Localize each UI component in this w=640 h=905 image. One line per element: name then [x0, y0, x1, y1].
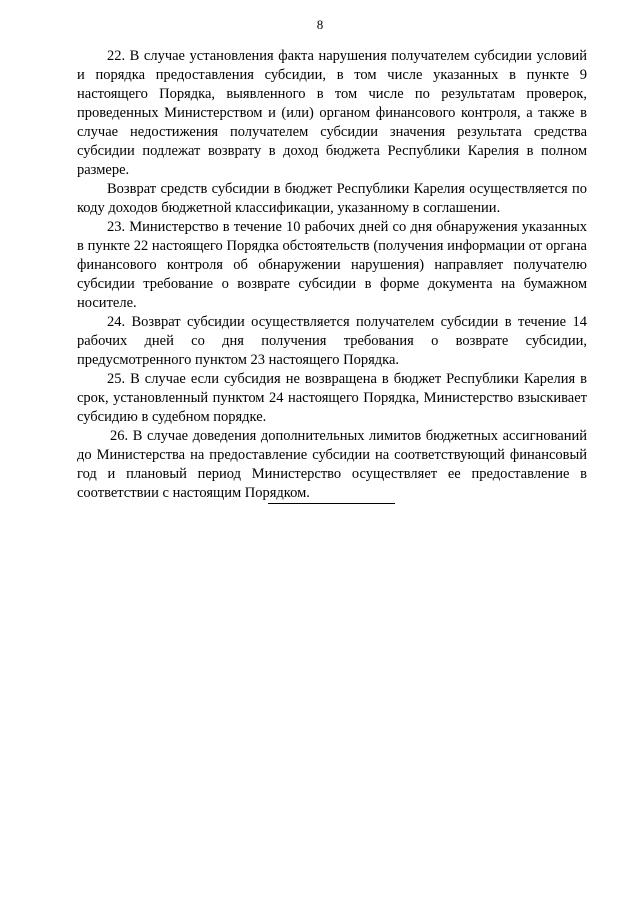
end-divider	[268, 503, 395, 504]
paragraph-24: 24. Возврат субсидии осуществляется получателем субсидии в течение 14 рабочих дней со дня получения требования о возврате субсидии, предусмотренного пунктом 23 настоящего Порядка.	[77, 314, 587, 368]
paragraph-23: 23. Министерство в течение 10 рабочих дней со дня обнаружения указанных в пункте 22 настоящего Порядка обстоятельств (получения информации от органа финансового контроля об обнаружении нарушения) направляет получателю субсидии требование о возврате субсидии в форме документа на бумажном носителе.	[77, 219, 587, 311]
document-body	[77, 47, 587, 503]
paragraph-22-return: Возврат средств субсидии в бюджет Республики Карелия осуществляется по коду доходов бюджетной классификации, указанному в соглашении.	[77, 181, 587, 216]
paragraph-25: 25. В случае если субсидия не возвращена в бюджет Республики Карелия в срок, установленный пунктом 24 настоящего Порядка, Министерство взыскивает субсидию в судебном порядке.	[77, 371, 587, 425]
paragraph-26: 26. В случае доведения дополнительных лимитов бюджетных ассигнований до Министерства на предоставление субсидии на соответствующий финансовый год и плановый период Министерство осуществляет ее предоставление в соответствии с настоящим Порядком.	[77, 428, 587, 501]
page-number: 8	[316, 17, 324, 32]
paragraph-22: 22. В случае установления факта нарушения получателем субсидии условий и порядка предоставления субсидии, в том числе указанных в пункте 9 настоящего Порядка, выявленного в том числе по результатам проверок, проведенных Министерством и (или) органом финансового контроля, а также в случае недостижения получателем субсидии значения результата средства субсидии подлежат возврату в доход бюджета Республики Карелия в полном размере.	[77, 48, 587, 178]
